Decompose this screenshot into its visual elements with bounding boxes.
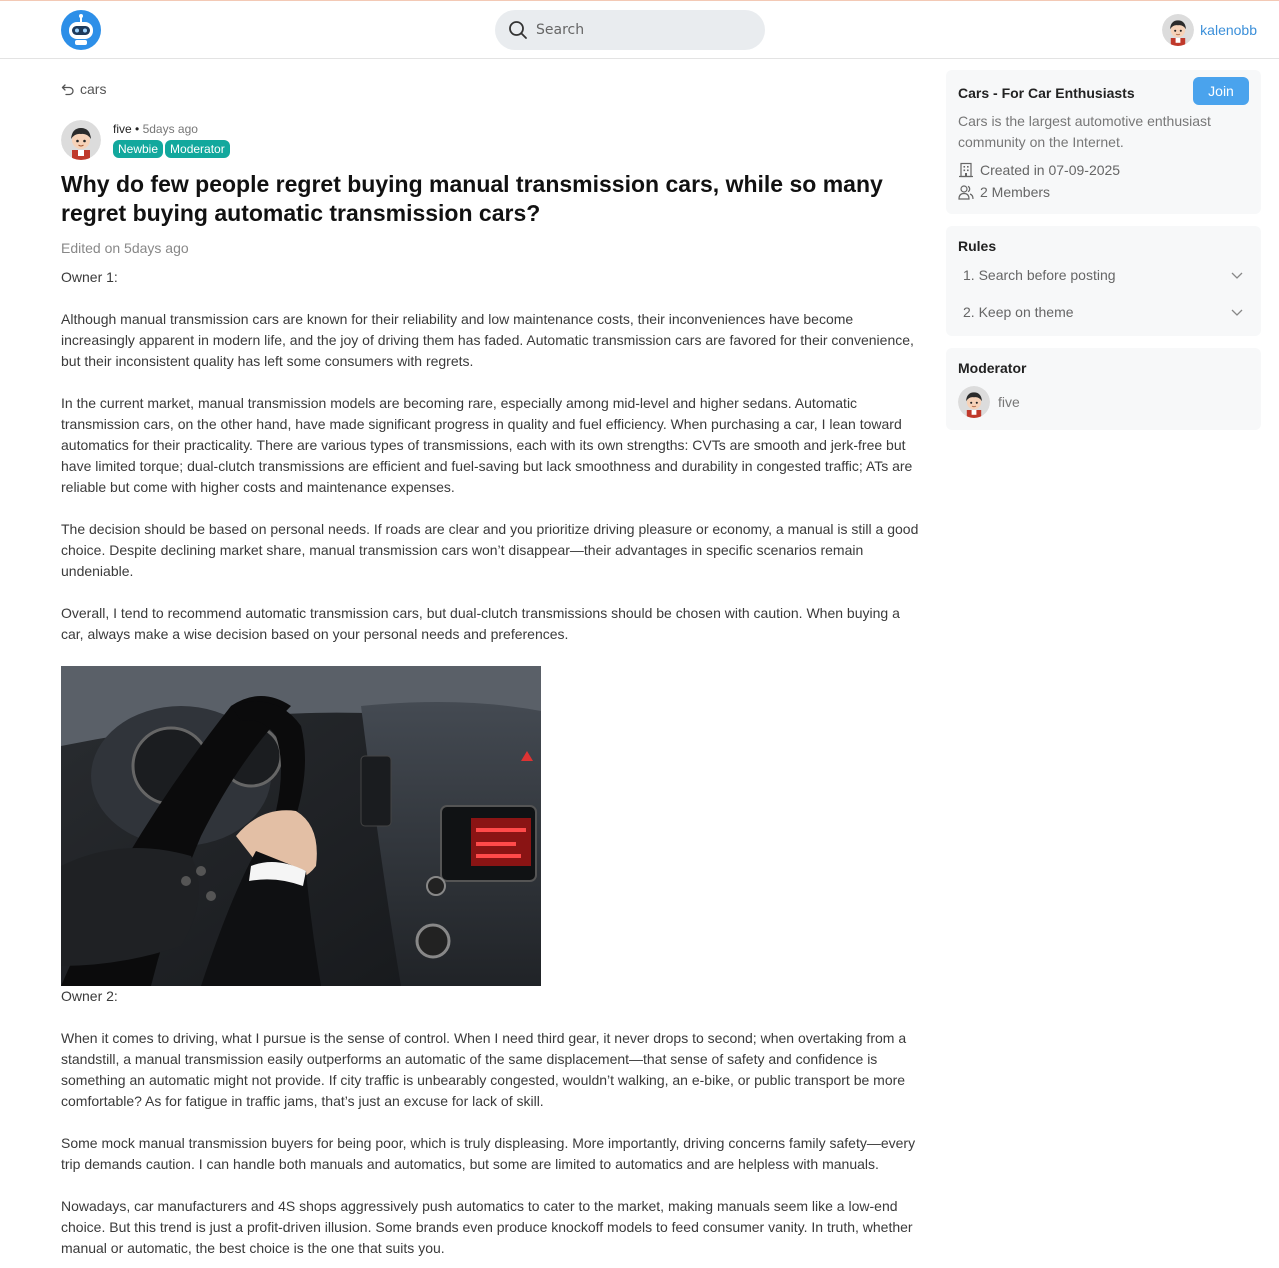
paragraph: In the current market, manual transmission models are becoming rare, especially among mid-level and higher sedans. Automatic transmission cars, on the other hand, have made significant progress in quality and fuel efficiency. When purchasing a car, I lean toward automatics for their practicality. There are various types of transmissions, each with its own strengths: CVTs are smooth and jerk-free but have limited torque; dual-clutch transmissions are efficient and fuel-saving but lack smoothness and durability in congested traffic; ATs are reliable but come with higher costs and maintenance expenses.	[61, 395, 913, 495]
car-interior-photo[interactable]	[61, 666, 541, 986]
members-info	[958, 184, 1249, 202]
edited-timestamp: Edited on 5days ago	[61, 240, 189, 256]
rule-label: 1. Search before posting	[963, 266, 1116, 283]
paragraph: Overall, I tend to recommend automatic transmission cars, but dual-clutch transmissions should be chosen with caution. When buying a car, always make a wise decision based on your personal needs and preferences.	[61, 605, 900, 642]
robot-logo-icon[interactable]	[61, 10, 101, 50]
post-body	[61, 267, 921, 1259]
badge-newbie: Newbie	[113, 140, 163, 158]
chevron-down-icon	[1230, 305, 1244, 319]
join-button[interactable]: Join	[1193, 77, 1249, 105]
owner1-label: Owner 1:	[61, 269, 118, 285]
rule-item[interactable]	[958, 256, 1249, 293]
paragraph: Although manual transmission cars are known for their reliability and low maintenance costs, their inconveniences have become increasingly apparent in modern life, and the joy of driving them has faded. Automatic transmission cars are favored for their convenience, but their inconsistent quality has left some consumers with regrets.	[61, 311, 914, 369]
community-card	[946, 70, 1261, 214]
moderator-name: five	[998, 394, 1020, 410]
rule-label: 2. Keep on theme	[963, 303, 1074, 320]
back-to-community-link[interactable]	[61, 81, 106, 97]
rules-title: Rules	[958, 238, 997, 254]
moderator-title: Moderator	[958, 360, 1027, 376]
search-icon	[508, 20, 528, 40]
created-date: Created in 07-09-2025	[980, 162, 1121, 178]
post-title: Why do few people regret buying manual transmission cars, while so many regret buying automatic transmission cars?	[61, 171, 883, 226]
search-bar[interactable]	[495, 10, 765, 50]
rule-item[interactable]	[958, 293, 1249, 330]
back-arrow-icon	[61, 82, 75, 96]
moderator-card	[946, 348, 1261, 430]
paragraph: Nowadays, car manufacturers and 4S shops aggressively push automatics to cater to the market, making manuals seem like a low-end choice. But this trend is just a profit-driven illusion. Some brands even produce knockoff models to feed consumer vanity. In truth, whether manual or automatic, the best choice is the one that suits you.	[61, 1198, 913, 1256]
moderator-entry[interactable]	[958, 386, 1249, 418]
post-author: five • 5days ago Newbie Moderator	[61, 120, 230, 160]
community-description: Cars is the largest automotive enthusiast community on the Internet.	[958, 113, 1211, 150]
author-name[interactable]: five	[113, 122, 132, 136]
username: kalenobb	[1200, 22, 1257, 38]
top-header	[0, 1, 1279, 59]
building-icon	[958, 162, 974, 178]
user-avatar	[1162, 14, 1194, 46]
paragraph: The decision should be based on personal needs. If roads are clear and you prioritize driving pleasure or economy, a manual is still a good choice. Despite declining market share, manual transmission cars won’t disappear—their advantages in specific scenarios remain undeniable.	[61, 521, 919, 579]
owner2-label: Owner 2:	[61, 988, 118, 1004]
badge-moderator: Moderator	[165, 140, 230, 158]
paragraph: Some mock manual transmission buyers for being poor, which is truly displeasing. More importantly, driving concerns family safety—every trip demands caution. I can handle both manuals and automatics, but some are limited to automatics and are helpless with manuals.	[61, 1135, 916, 1172]
post-time: 5days ago	[142, 122, 198, 136]
members-count: 2 Members	[980, 184, 1051, 200]
back-label: cars	[80, 81, 107, 97]
user-menu[interactable]	[1162, 14, 1257, 46]
created-info	[958, 162, 1249, 178]
search-input[interactable]	[536, 22, 736, 38]
sidebar	[946, 70, 1261, 442]
members-icon	[958, 184, 974, 200]
chevron-down-icon	[1230, 268, 1244, 282]
moderator-avatar	[958, 386, 990, 418]
rules-card	[946, 226, 1261, 336]
paragraph: When it comes to driving, what I pursue is the sense of control. When I need third gear, it never drops to second; when overtaking from a standstill, a manual transmission easily outperforms an automatic of the same displacement—that sense of safety and confidence is something an automatic might not provide. If city traffic is unbearably congested, wouldn’t walking, an e-bike, or public transport be more comfortable? As for fatigue in traffic jams, that’s just an excuse for lack of skill.	[61, 1030, 907, 1109]
author-avatar[interactable]	[61, 120, 101, 160]
community-title: Cars - For Car Enthusiasts	[958, 85, 1135, 101]
